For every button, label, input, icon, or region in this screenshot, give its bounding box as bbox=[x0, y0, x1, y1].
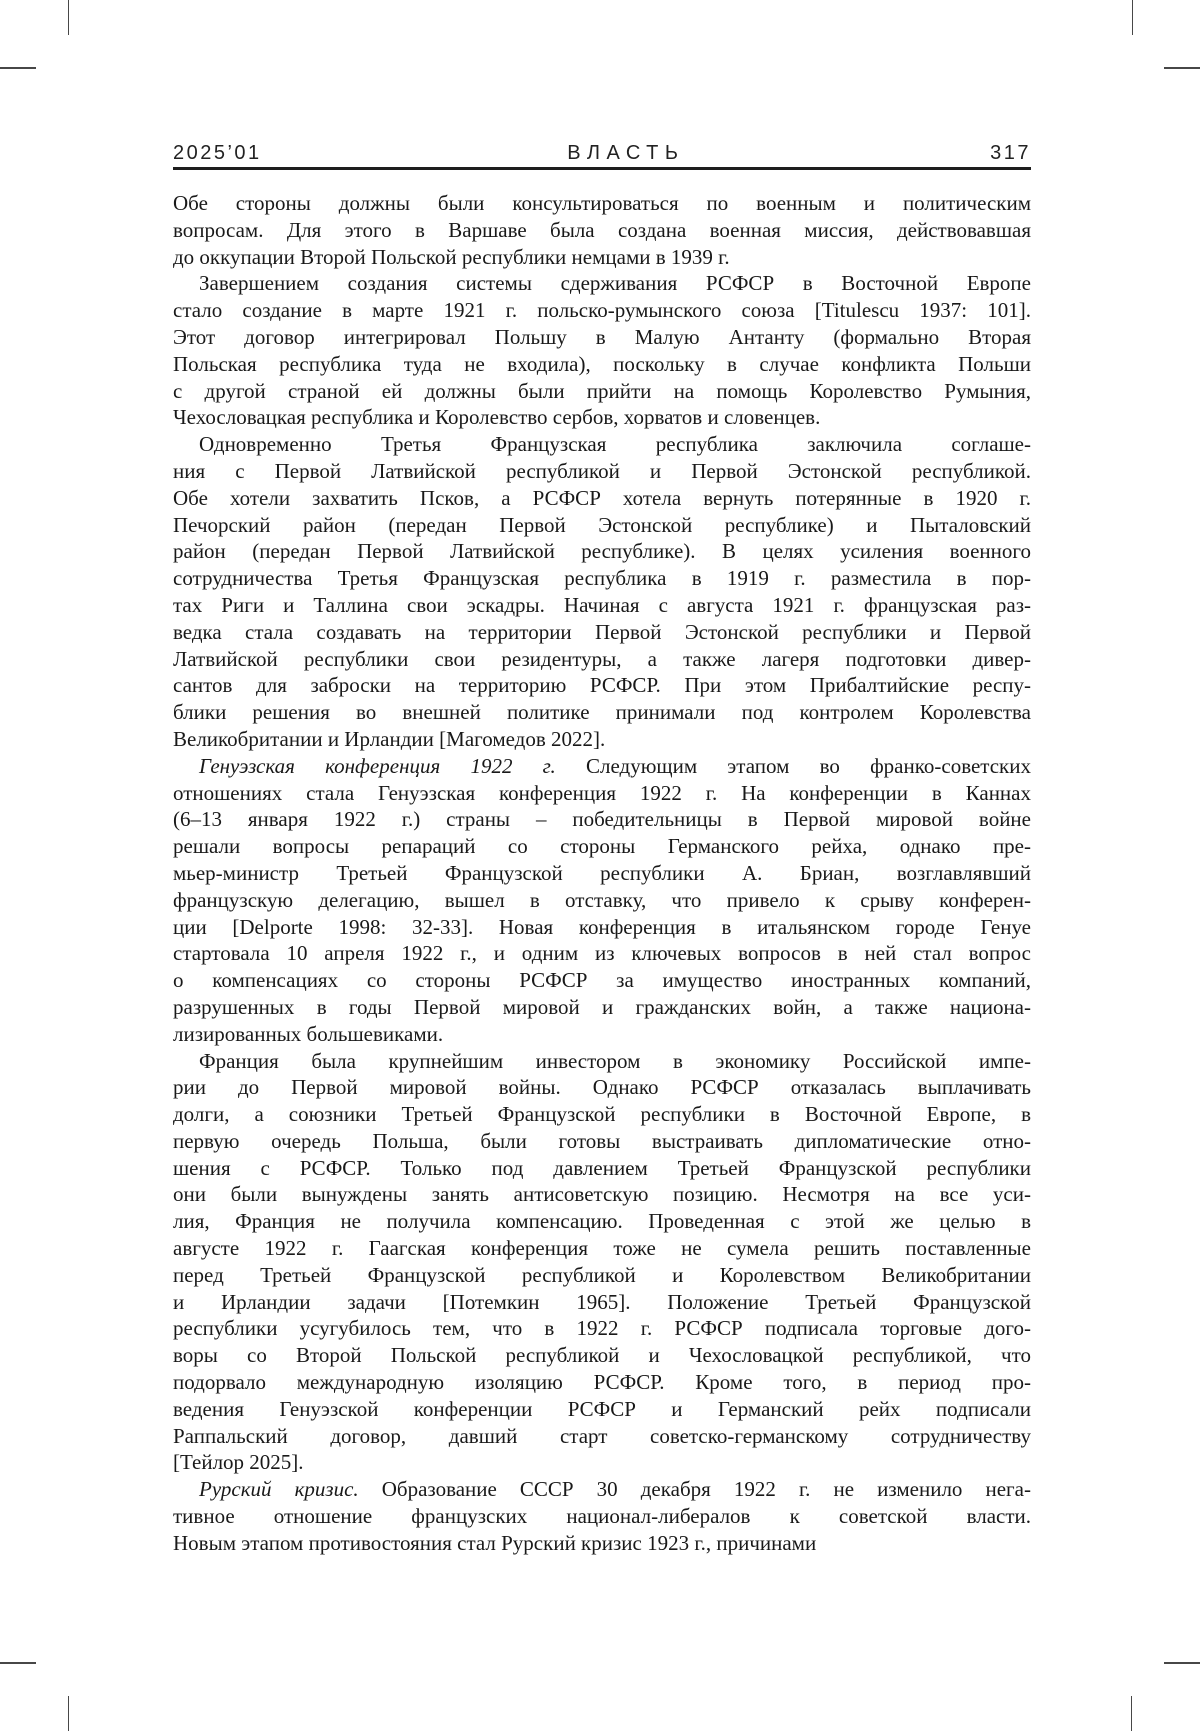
crop-mark-bottom-right-vertical bbox=[1131, 1696, 1133, 1731]
text-line: подорвало международную изоляцию РСФСР. Кроме того, в период про- bbox=[173, 1370, 1031, 1395]
text-line: первую очередь Польша, были готовы выстраивать дипломатические отно- bbox=[173, 1128, 1031, 1153]
text-line: сантов для заброски на территорию РСФСР. При этом Прибалтийские респу- bbox=[173, 673, 1031, 698]
text-line: Латвийской республики свои резидентуры, а также лагеря подготовки дивер- bbox=[173, 646, 1031, 671]
text-line: Обе хотели захватить Псков, а РСФСР хотела вернуть потерянные в 1920 г. bbox=[173, 485, 1031, 510]
text-line: рии до Первой мировой войны. Однако РСФСР отказалась выплачивать bbox=[173, 1075, 1031, 1100]
paragraph-lead-italic: Рурский кризис. bbox=[199, 1477, 359, 1502]
text-line: вопросам. Для этого в Варшаве была создана военная миссия, действовавшая bbox=[173, 217, 1031, 242]
issue-label: 2025’01 bbox=[173, 142, 262, 164]
text-line: воры со Второй Польской республикой и Чехословацкой республикой, что bbox=[173, 1343, 1031, 1368]
text-line: ведка стала создавать на территории Первой Эстонской республики и Первой bbox=[173, 619, 1031, 644]
crop-mark-bottom-left-horizontal bbox=[0, 1662, 36, 1664]
text-line: Польская республика туда не входила), поскольку в случае конфликта Польши bbox=[173, 351, 1031, 376]
crop-mark-bottom-left-vertical bbox=[68, 1696, 70, 1731]
text-line: мьер-министр Третьей Французской республики А. Бриан, возглавлявший bbox=[173, 860, 1031, 885]
text-line: о компенсациях со стороны РСФСР за имущество иностранных компаний, bbox=[173, 968, 1031, 993]
text-line: Завершением создания системы сдерживания РСФСР в Восточной Европе bbox=[199, 271, 1031, 296]
text-line: ния с Первой Латвийской республикой и Первой Эстонской республикой. bbox=[173, 458, 1031, 483]
text-line: перед Третьей Французской республикой и Королевством Великобритании bbox=[173, 1262, 1031, 1287]
text-line: Новым этапом противостояния стал Рурский кризис 1923 г., причинами bbox=[173, 1530, 817, 1555]
text-line: французскую делегацию, вышел в отставку, что привело к срыву конферен- bbox=[173, 887, 1031, 912]
text-line: сотрудничества Третья Французская республика в 1919 г. разместила в пор- bbox=[173, 566, 1031, 591]
crop-mark-top-left-vertical bbox=[68, 0, 70, 35]
text-line: шения с РСФСР. Только под давлением Третьей Французской республики bbox=[173, 1155, 1031, 1180]
text-line: Печорский район (передан Первой Эстонской республике) и Пыталовский bbox=[173, 512, 1031, 537]
journal-title: ВЛАСТЬ bbox=[567, 142, 685, 164]
text-line: блики решения во внешней политике принимали под контролем Королевства bbox=[173, 700, 1031, 725]
text-line: Обе стороны должны были консультироваться по военным и политическим bbox=[173, 191, 1031, 215]
text-line: Одновременно Третья Французская республика заключила соглаше- bbox=[199, 432, 1031, 457]
page-number: 317 bbox=[990, 142, 1031, 164]
text-line: разрушенных в годы Первой мировой и гражданских войн, а также национа- bbox=[173, 994, 1031, 1019]
text-line: Этот договор интегрировал Польшу в Малую Антанту (формально Вторая bbox=[173, 324, 1031, 349]
text-line: лия, Франция не получила компенсацию. Проведенная с этой же целью в bbox=[173, 1209, 1031, 1234]
header-rule bbox=[173, 167, 1031, 170]
text-line: [Тейлор 2025]. bbox=[173, 1450, 304, 1475]
text-line: республики усугубилось тем, что в 1922 г. РСФСР подписала торговые дого- bbox=[173, 1316, 1031, 1341]
crop-mark-top-right-vertical bbox=[1132, 0, 1134, 35]
text-line: Чехословацкая республика и Королевство сербов, хорватов и словенцев. bbox=[173, 405, 821, 430]
text-line: Великобритании и Ирландии [Магомедов 2022]. bbox=[173, 726, 606, 751]
text-line: Франция была крупнейшим инвестором в экономику Российской импе- bbox=[199, 1048, 1031, 1073]
text-line: тах Риги и Таллина свои эскадры. Начиная с августа 1921 г. французская раз- bbox=[173, 592, 1031, 617]
crop-mark-top-right-horizontal bbox=[1164, 67, 1200, 69]
text-line: Раппальский договор, давший старт советско-германскому сотрудничеству bbox=[173, 1423, 1031, 1448]
running-head bbox=[173, 142, 1031, 164]
text-line: августе 1922 г. Гаагская конференция тоже не сумела решить поставленные bbox=[173, 1236, 1031, 1261]
text-line: до оккупации Второй Польской республики немцами в 1939 г. bbox=[173, 244, 730, 269]
text-line: решали вопросы репараций со стороны Германского рейха, однако пре- bbox=[173, 834, 1031, 859]
text-line: ции [Delporte 1998: 32-33]. Новая конференция в итальянском городе Генуе bbox=[173, 914, 1031, 939]
text-line: отношениях стала Генуэзская конференция 1922 г. На конференции в Каннах bbox=[173, 780, 1031, 805]
text-line: они были вынуждены занять антисоветскую позицию. Несмотря на все уси- bbox=[173, 1182, 1031, 1207]
text-line: Генуэзская конференция 1922 г. Следующим этапом во франко-советских bbox=[199, 753, 1031, 778]
text-line: стало создание в марте 1921 г. польско-румынского союза [Titulescu 1937: 101]. bbox=[173, 298, 1031, 323]
crop-mark-top-left-horizontal bbox=[0, 67, 36, 69]
text-line: ведения Генуэзской конференции РСФСР и Германский рейх подписали bbox=[173, 1396, 1031, 1421]
paragraph-lead-italic: Генуэзская конференция 1922 г. bbox=[199, 753, 556, 778]
text-line: (6–13 января 1922 г.) страны – победительницы в Первой мировой войне bbox=[173, 807, 1031, 832]
text-line: район (передан Первой Латвийской республике). В целях усиления военного bbox=[173, 539, 1031, 564]
text-line: Рурский кризис. Образование СССР 30 декабря 1922 г. не изменило нега- bbox=[199, 1477, 1031, 1502]
crop-mark-bottom-right-horizontal bbox=[1164, 1662, 1200, 1664]
article-body bbox=[173, 190, 1031, 1557]
text-line: тивное отношение французских национал-либералов к советской власти. bbox=[173, 1504, 1031, 1529]
text-line: стартовала 10 апреля 1922 г., и одним из ключевых вопросов в ней стал вопрос bbox=[173, 941, 1031, 966]
text-line: с другой страной ей должны были прийти на помощь Королевство Румыния, bbox=[173, 378, 1031, 403]
text-line: и Ирландии задачи [Потемкин 1965]. Положение Третьей Французской bbox=[173, 1289, 1031, 1314]
text-line: долги, а союзники Третьей Французской республики в Восточной Европе, в bbox=[173, 1102, 1031, 1127]
text-line: лизированных большевиками. bbox=[173, 1021, 444, 1046]
